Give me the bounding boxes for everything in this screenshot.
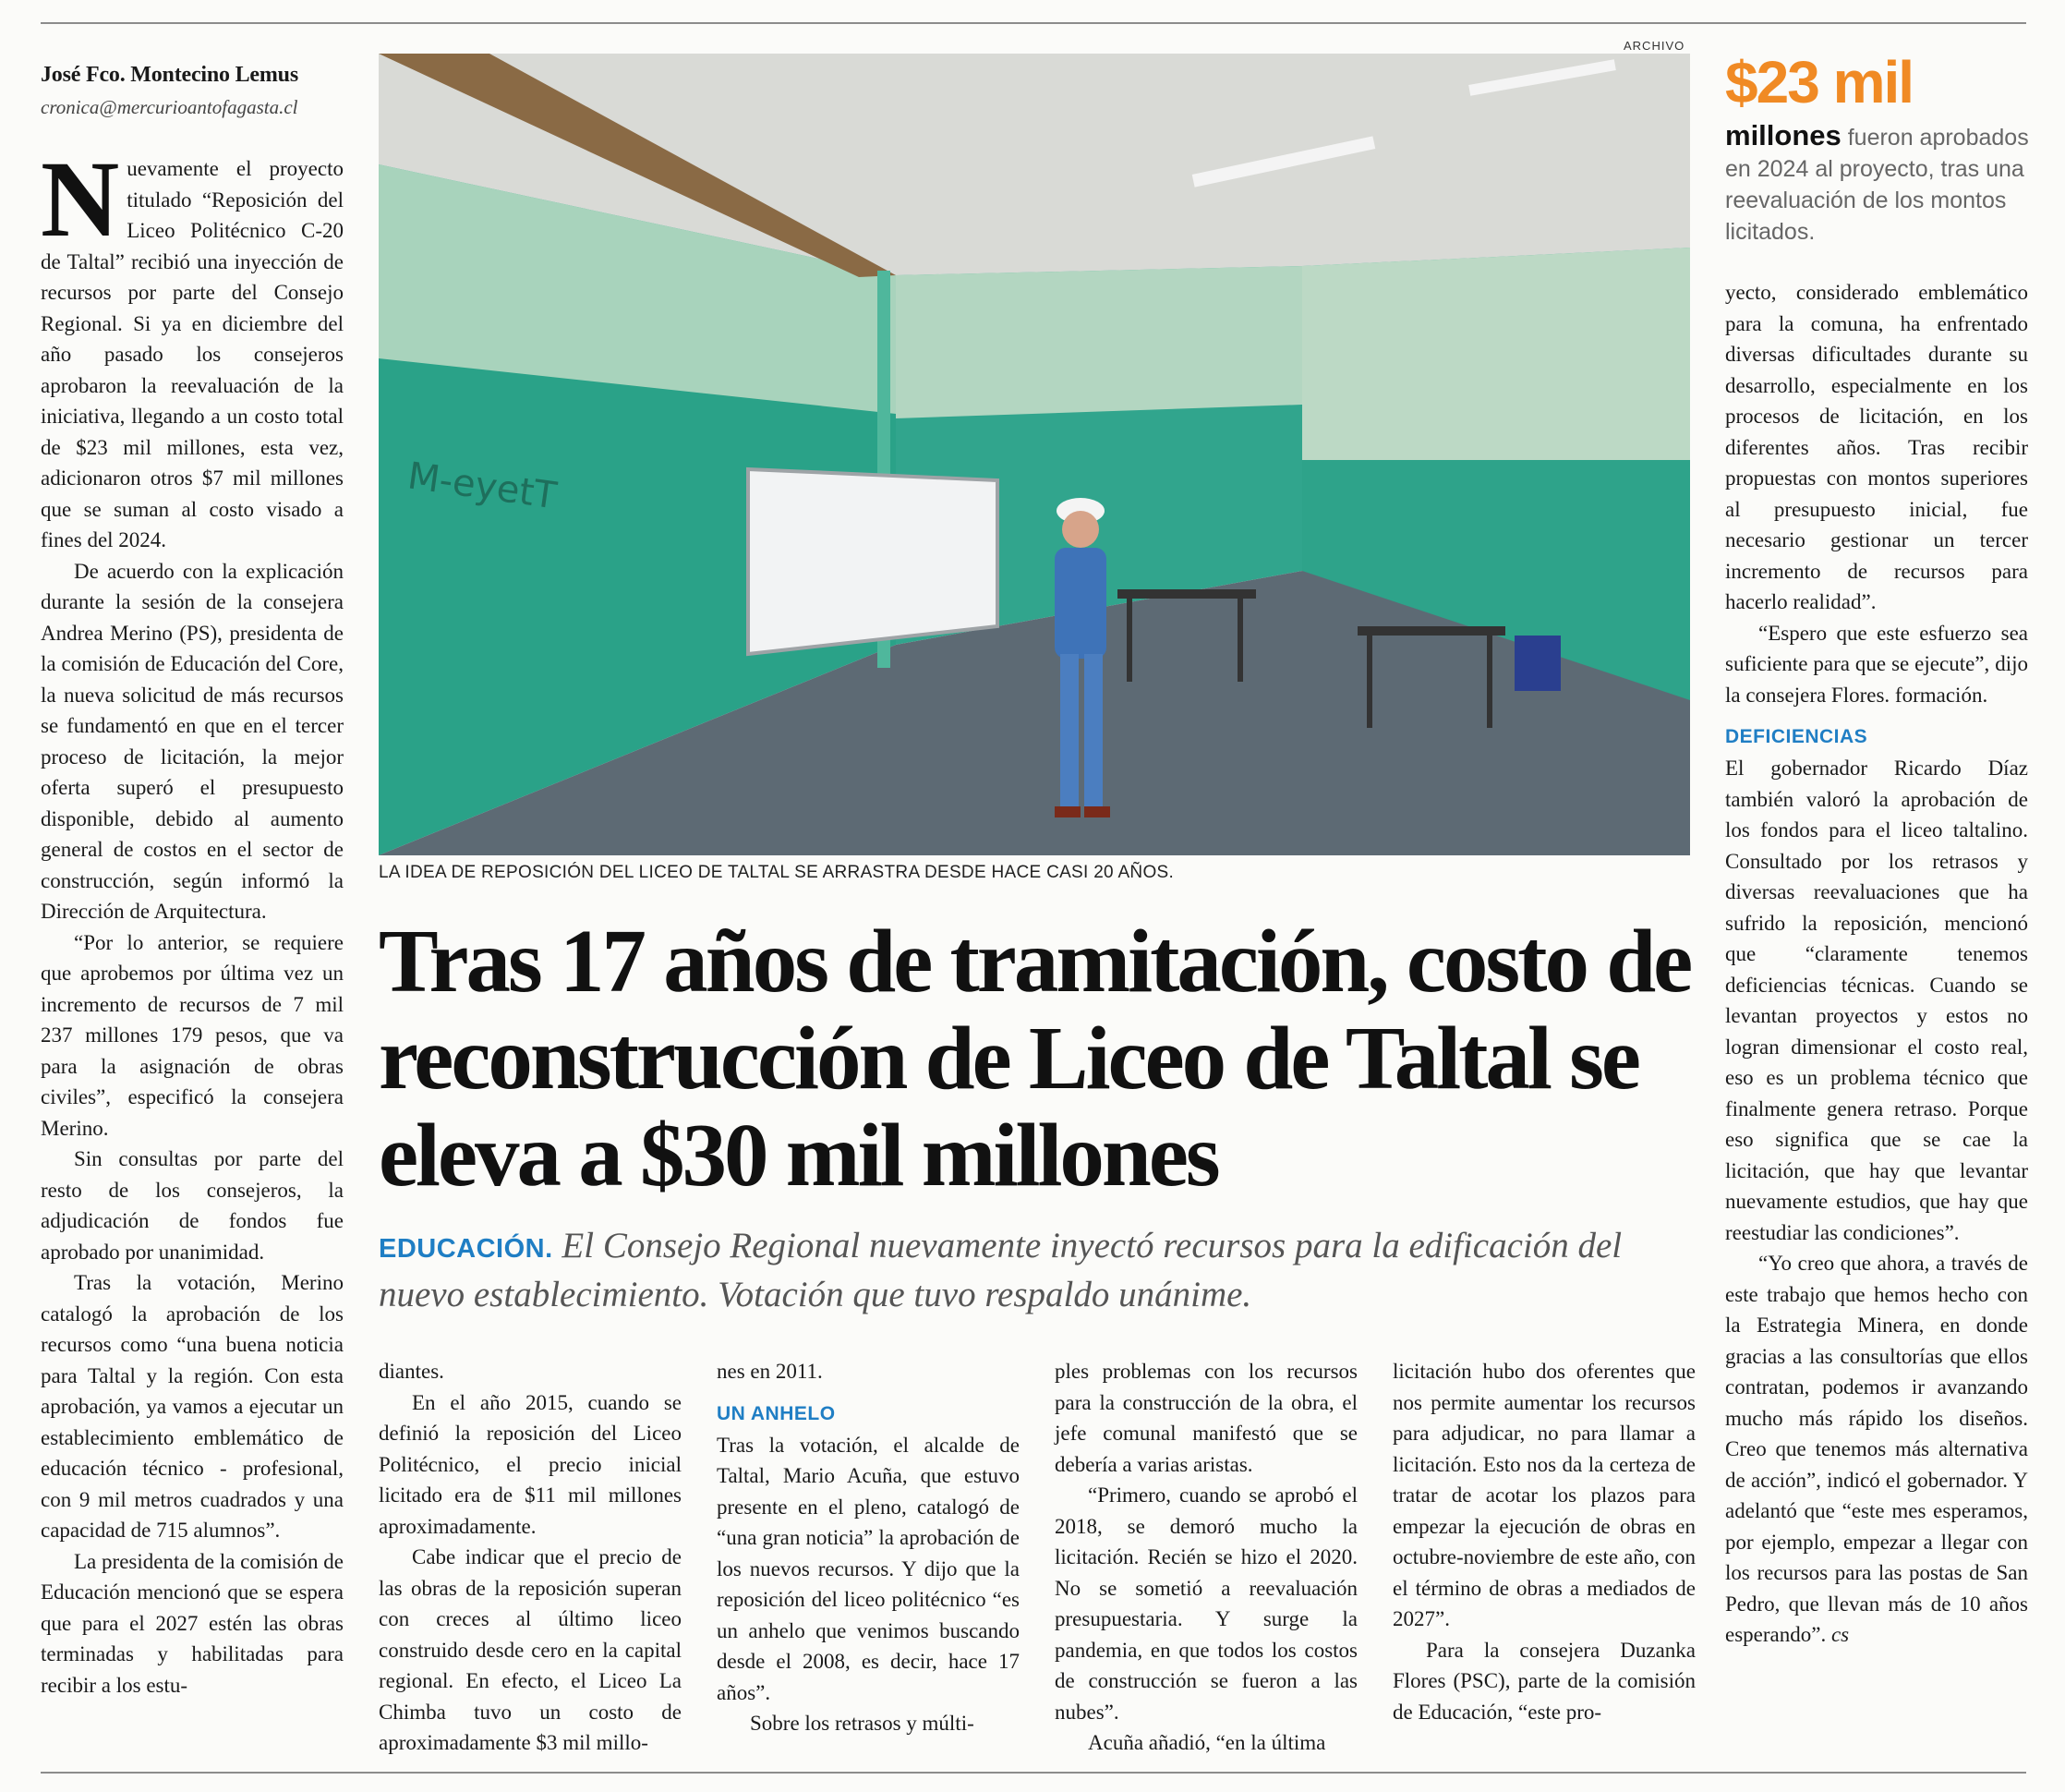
stat-text: fueron aprobados en 2024 al proyecto, tras una reevaluación de los montos licitados. <box>1725 125 2029 245</box>
paragraph: diantes. <box>379 1360 444 1383</box>
author-name: José Fco. Montecino Lemus <box>41 63 298 87</box>
classroom-illustration <box>379 54 1690 855</box>
bottom-rule <box>41 1772 2026 1774</box>
top-rule <box>41 22 2026 24</box>
subhead-un-anhelo: UN ANHELO <box>717 1402 836 1424</box>
paragraph <box>41 139 344 556</box>
paragraph: Acuña añadió, “en la última <box>1088 1731 1326 1754</box>
paragraph: Tras la votación, el alcalde de Taltal, Mario Acuña, que estuvo presente en el pleno, catalogó de “una gran noticia” la aprobación de los nuevos recursos. Y dijo que la reposición del liceo politécnico “es un anhelo que venimos buscando desde el 2008, es decir, hace 17 años”. <box>717 1433 1020 1704</box>
paragraph: Para la consejera Duzanka Flores (PSC), parte de la comisión de Educación, “este pro- <box>1393 1638 1696 1724</box>
paragraph: “Primero, cuando se aprobó el 2018, se demoró mucho la licitación. Recién se hizo el 2020. No se sometió a reevaluación presupuestaria. Y surge la pandemia, en que todos los costos de construcción se fueron a las nubes”. <box>1055 1483 1358 1724</box>
lead <box>379 1223 1699 1318</box>
paragraph: ples problemas con los recursos para la construcción de la obra, el jefe comunal manifestó que se debería a varias aristas. <box>1055 1360 1358 1476</box>
column-3 <box>717 1356 1020 1739</box>
paragraph: nes en 2011. <box>717 1360 823 1383</box>
drop-cap: N <box>41 139 120 260</box>
paragraph: En el año 2015, cuando se definió la reposición del Liceo Politécnico, el precio inicial licitado era de $11 mil millones aproximadamente. <box>379 1390 682 1538</box>
paragraph: Tras la votación, Merino catalogó la aprobación de los recursos como “una buena noticia para Taltal y la región. Con esta aprobación, ya vamos a ejecutar un establecimiento emblemático de educación técnico - profesional, con 9 mil metros cuadrados y una capacidad de 715 alumnos”. <box>41 1271 344 1542</box>
subhead-deficiencias: DEFICIENCIAS <box>1725 726 1868 747</box>
column-4 <box>1055 1356 1358 1759</box>
board-scribble: M-eyetT <box>405 454 560 518</box>
paragraph-text: uevamente el proyecto titulado “Reposición del Liceo Politécnico C-20 de Taltal” recibió una inyección de recursos por parte del Consejo Regional. Si ya en diciembre del año pasado los consejeros aprobaron la reevaluación de la iniciativa, llegando a un costo total de $23 mil millones, esta vez, adicionaron otros $7 mil millones que se suman al costo visado a fines del 2024. <box>41 157 344 551</box>
column-2 <box>379 1356 682 1759</box>
photo-credit: ARCHIVO <box>1624 39 1685 53</box>
paragraph: licitación hubo dos oferentes que nos permite aumentar los recursos para adjudicar, no para llamar a licitación. Esto nos da la certeza de tratar de acotar los plazos para empezar la ejecución de obras en octubre-noviembre de este año, con el término de obras a mediados de 2027”. <box>1393 1360 1696 1630</box>
photo-caption: LA IDEA DE REPOSICIÓN DEL LICEO DE TALTAL SE ARRASTRA DESDE HACE CASI 20 AÑOS. <box>379 863 1175 882</box>
paragraph: El gobernador Ricardo Díaz también valoró la aprobación de los fondos para el liceo taltalino. Consultado por los retrasos y diversas reevaluaciones que ha sufrido la reposición, mencionó que “claramente tenemos deficiencias técnicas. Cuando se levantan proyectos y estos no logran dimensionar el costo real, eso es un problema técnico que finalmente genera retraso. Porque eso significa que se cae la licitación, que hay que levantar nuevamente estudios, que hay que reestudiar las condiciones”. <box>1725 757 2028 1244</box>
paragraph: Cabe indicar que el precio de las obras de la reposición superan con creces al último liceo construido desde cero en la capital regional. En efecto, el Liceo La Chimba tuvo un costo de aproximadamente $3 mil millo- <box>379 1545 682 1754</box>
classroom-photo <box>379 54 1690 855</box>
author-email[interactable]: cronica@mercurioantofagasta.cl <box>41 96 298 118</box>
headline: Tras 17 años de tramitación, costo de reconstrucción de Liceo de Taltal se eleva a $30 mil millones <box>379 912 1691 1205</box>
paragraph: “Espero que este esfuerzo sea suficiente para que se ejecute”, dijo la consejera Flores. formación. <box>1725 621 2028 707</box>
stat-description <box>1725 120 2030 248</box>
paragraph-text: “Yo creo que ahora, a través de este trabajo que hemos hecho con la Estrategia Minera, en donde gracias a las consultorías que ellos contratan, podemos ir avanzando mucho más rápido los diseños. Creo que tenemos más alternativa de acción”, indicó el gobernador. Y adelantó que “este mes esperamos, por ejemplo, empezar a llegar con los recursos para las postas de San Pedro, que llevan más de 10 años esperando”. <box>1725 1252 2028 1646</box>
stat-bold: millones <box>1725 119 1842 151</box>
paragraph: yecto, considerado emblemático para la comuna, ha enfrentado diversas dificultades durante su desarrollo, especialmente en los procesos de licitación, en los diferentes años. Tras recibir propuestas con montos superiores al presupuesto inicial, fue necesario gestionar un tercer incremento de recursos para hacerlo realidad”. <box>1725 281 2028 613</box>
end-mark: cs <box>1830 1623 1850 1646</box>
section-kicker: EDUCACIÓN. <box>379 1234 553 1264</box>
stat-figure: $23 mil <box>1725 49 1914 115</box>
paragraph: “Por lo anterior, se requiere que aprobemos por última vez un incremento de recursos de 7 mil 237 millones 179 pesos, que va para la asignación de obras civiles”, especificó la consejera Merino. <box>41 930 344 1140</box>
column-6 <box>1725 277 2028 1651</box>
paragraph: De acuerdo con la explicación durante la sesión de la consejera Andrea Merino (PS), presidenta de la comisión de Educación del Core, la nueva solicitud de más recursos se fundamentó en que en el tercer proceso de licitación, la mejor oferta superó el presupuesto disponible, debido al aumento general de costos en el sector de construcción, según informó la Dirección de Arquitectura. <box>41 559 344 923</box>
column-5 <box>1393 1356 1696 1727</box>
paragraph: Sobre los retrasos y múlti- <box>750 1712 974 1735</box>
column-1 <box>41 139 344 1701</box>
paragraph: La presidenta de la comisión de Educación mencionó que se espera que para el 2027 estén las obras terminadas y habilitadas para recibir a los estu- <box>41 1549 344 1697</box>
lead-text: El Consejo Regional nuevamente inyectó recursos para la edificación del nuevo establecimiento. Votación que tuvo respaldo unánime. <box>379 1226 1623 1314</box>
paragraph: Sin consultas por parte del resto de los consejeros, la adjudicación de fondos fue aprobado por unanimidad. <box>41 1147 344 1264</box>
paragraph <box>1725 1248 2028 1651</box>
